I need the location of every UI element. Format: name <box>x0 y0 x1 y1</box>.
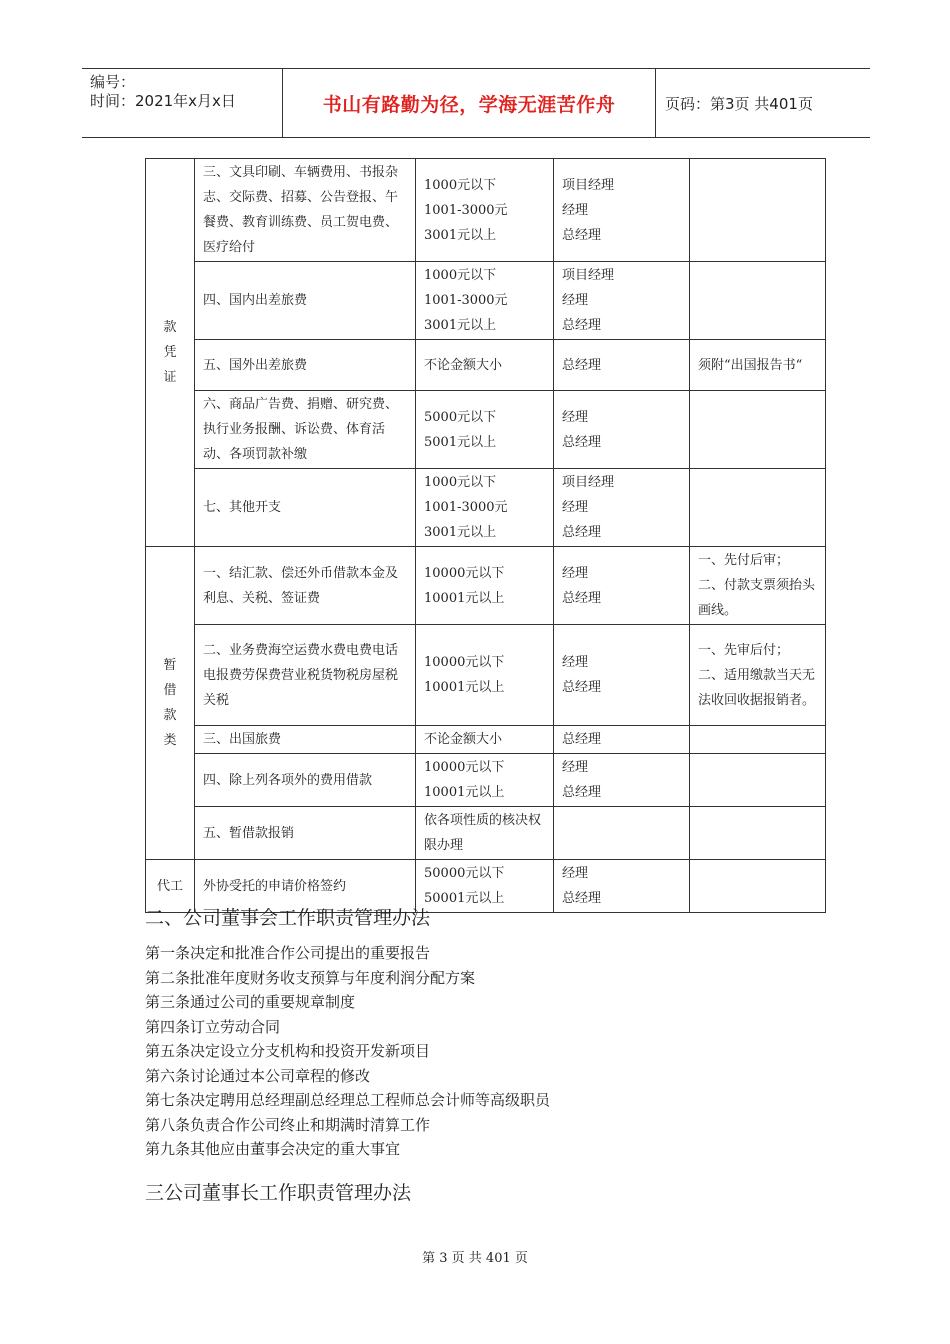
item-text: 五、国外出差旅费 <box>203 357 308 373</box>
approver-text: 总经理 <box>562 227 602 243</box>
amount-cell <box>416 726 554 754</box>
amount-text: 5001元以上 <box>424 434 497 450</box>
amount-text: 1001-3000元 <box>424 202 508 218</box>
approver-text: 项目经理 <box>562 268 615 283</box>
amount-text: 3001元以上 <box>424 227 497 243</box>
approver-cell <box>554 391 690 469</box>
approver-cell <box>554 726 690 754</box>
table-row <box>146 807 826 860</box>
category-char: 凭 <box>163 345 177 360</box>
item-cell <box>195 340 416 391</box>
approval-authority-table <box>145 158 826 913</box>
section-3-title: 三公司董事长工作职责管理办法 <box>145 1182 412 1204</box>
header-slogan: 书山有路勤为径，学海无涯苦作舟 <box>282 69 656 137</box>
amount-cell <box>416 159 554 262</box>
amount-cell <box>416 469 554 547</box>
approver-text: 经理 <box>562 565 589 581</box>
item-cell <box>195 469 416 547</box>
approver-text: 经理 <box>562 866 589 881</box>
note-cell <box>690 726 826 754</box>
table-row <box>146 159 826 262</box>
approver-text: 总经理 <box>562 590 602 606</box>
note-text: 一、先审后付； <box>698 642 790 658</box>
table-row <box>146 726 826 754</box>
category-cell <box>146 159 195 547</box>
amount-text: 10000元以下 <box>424 565 505 581</box>
approver-cell <box>554 807 690 860</box>
amount-text: 3001元以上 <box>424 525 497 540</box>
amount-cell <box>416 391 554 469</box>
note-cell <box>690 262 826 340</box>
amount-cell <box>416 547 554 625</box>
category-cell <box>146 547 195 860</box>
item-cell <box>195 726 416 754</box>
approver-text: 总经理 <box>562 732 602 747</box>
article-5: 第五条决定设立分支机构和投资开发新项目 <box>145 1042 431 1060</box>
article-9: 第九条其他应由董事会决定的重大事宜 <box>145 1140 401 1158</box>
note-cell <box>690 159 826 262</box>
section-2-articles <box>145 941 550 1162</box>
approver-cell <box>554 754 690 807</box>
article-3: 第三条通过公司的重要规章制度 <box>145 993 356 1011</box>
item-text: 五、暂借款报销 <box>203 825 295 841</box>
category-char: 款 <box>163 320 177 335</box>
item-text: 一、结汇款、偿还外币借款本金及利息、关税、签证费 <box>203 565 399 606</box>
amount-text: 10001元以上 <box>424 785 505 800</box>
category-char: 证 <box>163 370 177 385</box>
article-8: 第八条负责合作公司终止和期满时清算工作 <box>145 1115 431 1134</box>
amount-text: 5000元以下 <box>424 409 497 425</box>
page-header <box>82 68 870 138</box>
table-row <box>146 754 826 807</box>
document-time-label: 时间：2021年x月x日 <box>90 92 236 110</box>
note-cell <box>690 807 826 860</box>
amount-text: 10001元以上 <box>424 590 505 606</box>
amount-text: 1001-3000元 <box>424 500 508 515</box>
approver-text: 项目经理 <box>562 475 615 490</box>
approver-text: 总经理 <box>562 785 602 800</box>
item-text: 四、除上列各项外的费用借款 <box>203 772 373 788</box>
item-cell <box>195 547 416 625</box>
item-cell <box>195 754 416 807</box>
item-text: 七、其他开支 <box>203 500 282 515</box>
header-page-info: 页码：第3页 共401页 <box>665 94 813 113</box>
note-cell <box>690 860 826 913</box>
amount-text: 1000元以下 <box>424 177 497 193</box>
category-char: 代工 <box>156 878 183 894</box>
article-6: 第六条讨论通过本公司章程的修改 <box>145 1066 371 1085</box>
amount-text: 10000元以下 <box>424 760 505 775</box>
table-row <box>146 469 826 547</box>
item-cell <box>195 391 416 469</box>
item-text: 三、出国旅费 <box>203 732 282 747</box>
header-meta <box>82 69 282 137</box>
item-cell <box>195 807 416 860</box>
article-1: 第一条决定和批准合作公司提出的重要报告 <box>145 944 431 962</box>
amount-text: 50001元以上 <box>424 891 505 906</box>
amount-text: 10000元以下 <box>424 655 505 670</box>
approver-text: 经理 <box>562 202 589 218</box>
approver-text: 总经理 <box>562 318 602 333</box>
amount-text: 1001-3000元 <box>424 293 508 308</box>
table-row <box>146 625 826 726</box>
page-footer: 第 3 页 共 401 页 <box>422 1251 528 1266</box>
amount-text: 不论金额大小 <box>424 357 503 373</box>
note-text: 一、先付后审； <box>698 553 790 568</box>
approver-text: 项目经理 <box>562 177 615 193</box>
note-cell <box>690 547 826 625</box>
note-text: 须附“出国报告书“ <box>698 357 803 373</box>
category-char: 类 <box>163 733 177 748</box>
category-char: 借 <box>163 683 177 698</box>
note-cell <box>690 469 826 547</box>
item-text: 四、国内出差旅费 <box>203 293 308 308</box>
approver-cell <box>554 340 690 391</box>
amount-text: 不论金额大小 <box>424 732 503 747</box>
amount-text: 1000元以下 <box>424 268 497 283</box>
amount-text: 3001元以上 <box>424 318 497 333</box>
section-2-title: 二、公司董事会工作职责管理办法 <box>145 907 431 929</box>
approver-text: 经理 <box>562 293 589 308</box>
approver-text: 经理 <box>562 500 589 515</box>
amount-text: 50000元以下 <box>424 866 505 881</box>
item-text: 二、业务费海空运费水费电费电话电报费劳保费营业税货物税房屋税关税 <box>203 642 399 708</box>
note-cell <box>690 340 826 391</box>
approver-text: 总经理 <box>562 357 602 373</box>
amount-cell <box>416 860 554 913</box>
approver-text: 总经理 <box>562 891 602 906</box>
note-text: 二、付款支票须抬头画线。 <box>698 578 816 618</box>
amount-cell <box>416 754 554 807</box>
item-cell <box>195 262 416 340</box>
table-row <box>146 391 826 469</box>
item-cell <box>195 625 416 726</box>
approver-cell <box>554 159 690 262</box>
category-char: 款 <box>163 708 177 723</box>
item-text: 外协受托的申请价格签约 <box>203 878 347 894</box>
note-cell <box>690 625 826 726</box>
amount-cell <box>416 625 554 726</box>
category-char: 暂 <box>163 658 177 673</box>
approver-cell <box>554 860 690 913</box>
approver-text: 经理 <box>562 655 589 670</box>
note-cell <box>690 391 826 469</box>
article-7: 第七条决定聘用总经理副总经理总工程师总会计师等高级职员 <box>145 1091 551 1109</box>
amount-cell <box>416 807 554 860</box>
document-code-label: 编号： <box>90 73 136 91</box>
approver-cell <box>554 625 690 726</box>
item-text: 三、文具印刷、车辆费用、书报杂志、交际费、招募、公告登报、午餐费、教育训练费、员工贺电费、医疗给付 <box>203 165 399 255</box>
note-text: 二、适用缴款当天无法收回收据报销者。 <box>698 667 816 708</box>
approver-text: 总经理 <box>562 525 602 540</box>
approver-cell <box>554 547 690 625</box>
approver-text: 经理 <box>562 409 589 425</box>
amount-cell <box>416 262 554 340</box>
item-cell <box>195 159 416 262</box>
approver-text: 总经理 <box>562 434 602 450</box>
note-cell <box>690 754 826 807</box>
approver-cell <box>554 469 690 547</box>
amount-cell <box>416 340 554 391</box>
table-row <box>146 547 826 625</box>
item-text: 六、商品广告费、捐赠、研究费、执行业务报酬、诉讼费、体育活动、各项罚款补缴 <box>203 397 399 462</box>
approver-text: 经理 <box>562 760 589 775</box>
table-row <box>146 340 826 391</box>
table-row <box>146 262 826 340</box>
approver-cell <box>554 262 690 340</box>
amount-text: 10001元以上 <box>424 680 505 695</box>
amount-text: 依各项性质的核决权限办理 <box>424 813 542 853</box>
amount-text: 1000元以下 <box>424 475 497 490</box>
article-4: 第四条订立劳动合同 <box>145 1017 281 1036</box>
article-2: 第二条批准年度财务收支预算与年度利润分配方案 <box>145 968 476 987</box>
approver-text: 总经理 <box>562 680 602 695</box>
